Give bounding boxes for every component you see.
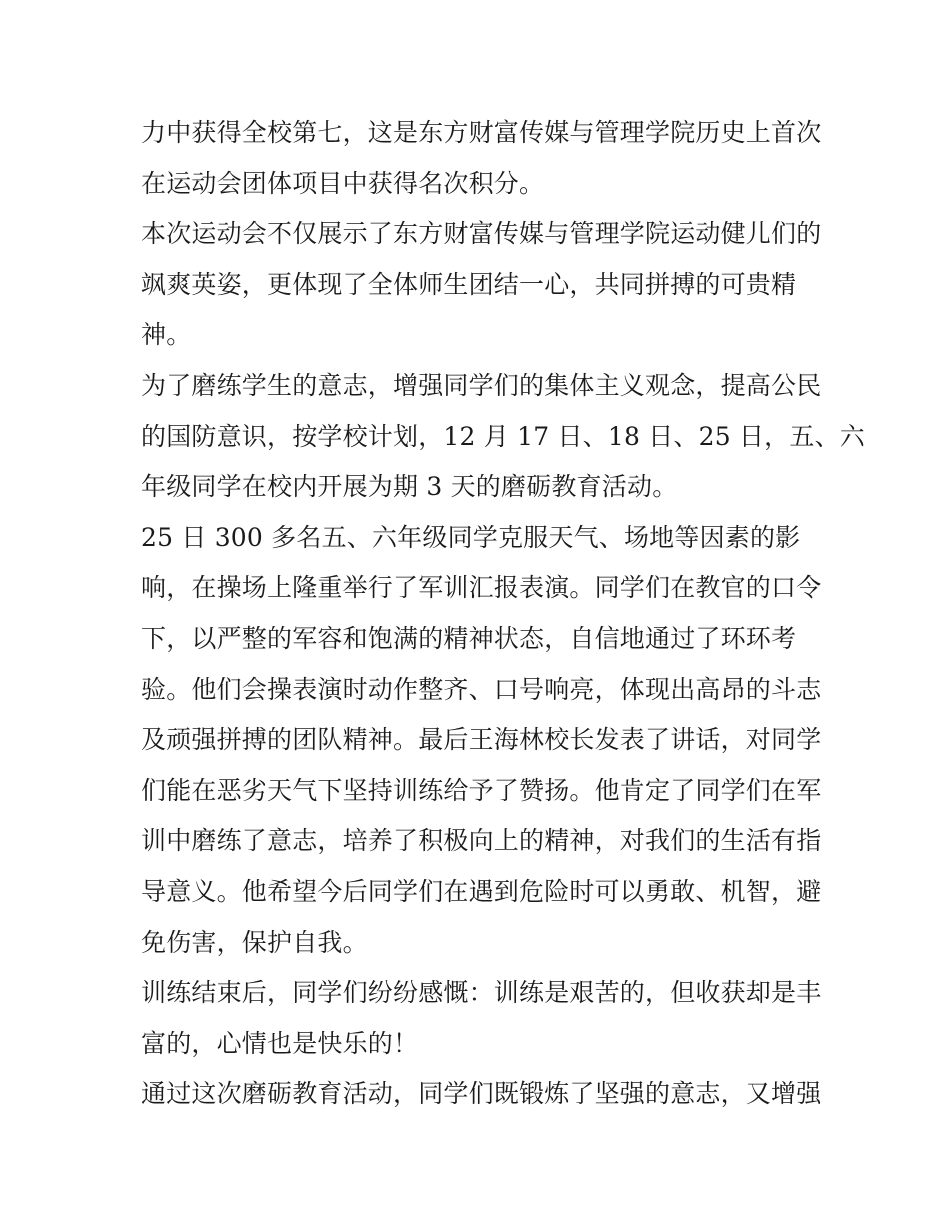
- text-line: 在运动会团体项目中获得名次积分。: [141, 168, 545, 198]
- text-line: 训中磨练了意志，培养了积极向上的精神，对我们的生活有指: [141, 826, 822, 856]
- text-line: 本次运动会不仅展示了东方财富传媒与管理学院运动健儿们的: [141, 219, 822, 249]
- text-line: 导意义。他希望今后同学们在遇到危险时可以勇敢、机智，避: [141, 876, 822, 906]
- text-line: 下，以严整的军容和饱满的精神状态，自信地通过了环环考: [141, 623, 797, 653]
- text-line: 通过这次磨砺教育活动，同学们既锻炼了坚强的意志，又增强: [141, 1079, 822, 1109]
- text-line: 25 日 300 多名五、六年级同学克服天气、场地等因素的影: [141, 522, 801, 552]
- text-line: 为了磨练学生的意志，增强同学们的集体主义观念，提高公民: [141, 370, 822, 400]
- text-line: 们能在恶劣天气下坚持训练给予了赞扬。他肯定了同学们在军: [141, 775, 822, 805]
- text-line: 训练结束后，同学们纷纷感慨：训练是艰苦的，但收获却是丰: [141, 978, 822, 1008]
- text-line: 飒爽英姿，更体现了全体师生团结一心，共同拼搏的可贵精: [141, 269, 797, 299]
- text-line: 响，在操场上隆重举行了军训汇报表演。同学们在教官的口令: [141, 573, 822, 603]
- text-line: 的国防意识，按学校计划，12 月 17 日、18 日、25 日，五、六: [141, 421, 865, 451]
- text-line: 富的，心情也是快乐的！: [141, 1028, 419, 1058]
- text-line: 验。他们会操表演时动作整齐、口号响亮，体现出高昂的斗志: [141, 674, 822, 704]
- text-line: 神。: [141, 320, 192, 350]
- document-body: [141, 108, 865, 1120]
- text-line: 及顽强拼搏的团队精神。最后王海林校长发表了讲话，对同学: [141, 725, 822, 755]
- text-line: 免伤害，保护自我。: [141, 927, 368, 957]
- text-line: 年级同学在校内开展为期 3 天的磨砺教育活动。: [141, 472, 678, 502]
- text-line: 力中获得全校第七，这是东方财富传媒与管理学院历史上首次: [141, 118, 822, 147]
